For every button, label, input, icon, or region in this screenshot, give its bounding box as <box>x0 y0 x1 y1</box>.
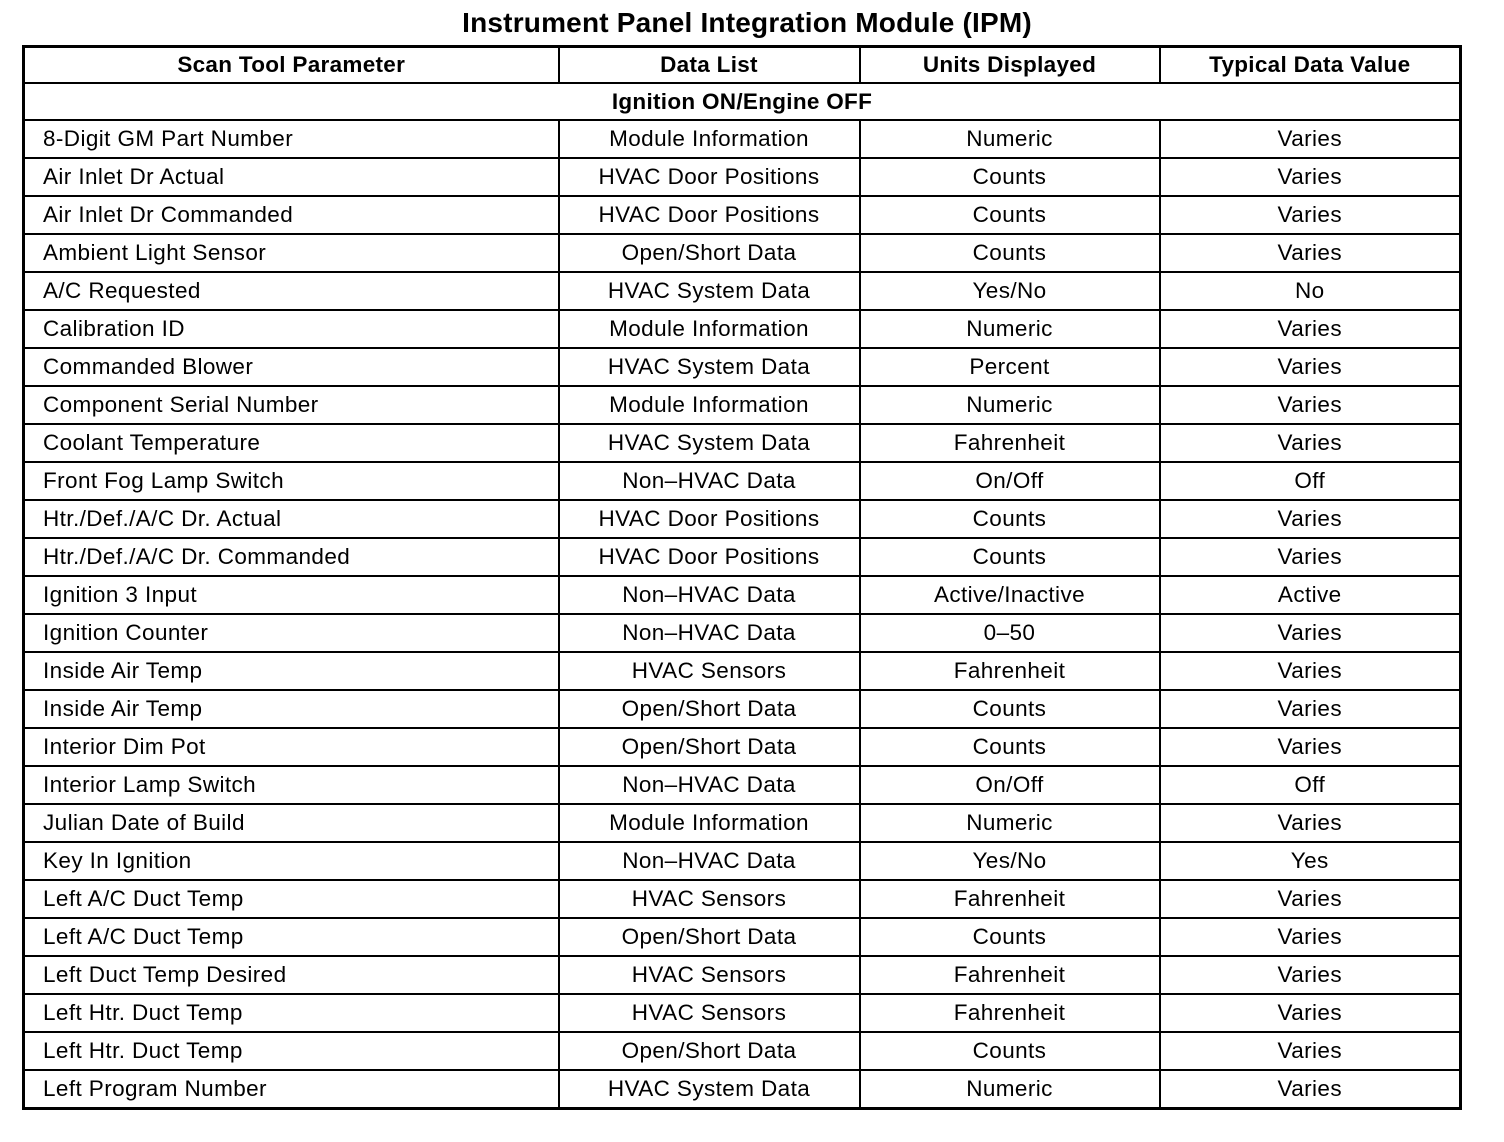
cell-data-list: Open/Short Data <box>559 918 860 956</box>
cell-typical-data-value: Off <box>1160 462 1461 500</box>
cell-data-list: HVAC Sensors <box>559 652 860 690</box>
cell-typical-data-value: Varies <box>1160 386 1461 424</box>
cell-data-list: HVAC System Data <box>559 1070 860 1109</box>
cell-units-displayed: 0–50 <box>860 614 1160 652</box>
table-row <box>24 158 1461 196</box>
table-row <box>24 310 1461 348</box>
cell-scan-tool-parameter: Julian Date of Build <box>24 804 559 842</box>
cell-units-displayed: Counts <box>860 234 1160 272</box>
cell-typical-data-value: Varies <box>1160 918 1461 956</box>
cell-typical-data-value: Varies <box>1160 728 1461 766</box>
cell-units-displayed: On/Off <box>860 462 1160 500</box>
cell-data-list: HVAC Sensors <box>559 880 860 918</box>
cell-units-displayed: Active/Inactive <box>860 576 1160 614</box>
column-header-typical-data-value: Typical Data Value <box>1160 47 1461 84</box>
column-header-scan-tool-parameter: Scan Tool Parameter <box>24 47 559 84</box>
cell-units-displayed: Fahrenheit <box>860 424 1160 462</box>
cell-units-displayed: Numeric <box>860 386 1160 424</box>
cell-typical-data-value: Varies <box>1160 994 1461 1032</box>
cell-data-list: Open/Short Data <box>559 1032 860 1070</box>
table-row <box>24 842 1461 880</box>
table-row <box>24 424 1461 462</box>
cell-data-list: Module Information <box>559 310 860 348</box>
table-row <box>24 196 1461 234</box>
table-row <box>24 462 1461 500</box>
table-body <box>24 120 1461 1109</box>
cell-scan-tool-parameter: Front Fog Lamp Switch <box>24 462 559 500</box>
cell-units-displayed: Numeric <box>860 310 1160 348</box>
cell-scan-tool-parameter: Key In Ignition <box>24 842 559 880</box>
cell-units-displayed: Fahrenheit <box>860 880 1160 918</box>
table-row <box>24 500 1461 538</box>
cell-scan-tool-parameter: Left A/C Duct Temp <box>24 880 559 918</box>
cell-typical-data-value: Varies <box>1160 234 1461 272</box>
cell-scan-tool-parameter: Left Htr. Duct Temp <box>24 1032 559 1070</box>
cell-scan-tool-parameter: Left Program Number <box>24 1070 559 1109</box>
column-header-data-list: Data List <box>559 47 860 84</box>
cell-typical-data-value: Active <box>1160 576 1461 614</box>
cell-scan-tool-parameter: Htr./Def./A/C Dr. Actual <box>24 500 559 538</box>
cell-typical-data-value: Varies <box>1160 1032 1461 1070</box>
table-row <box>24 348 1461 386</box>
cell-units-displayed: Counts <box>860 690 1160 728</box>
cell-typical-data-value: Varies <box>1160 956 1461 994</box>
table-row <box>24 1032 1461 1070</box>
table-header <box>24 47 1461 121</box>
cell-units-displayed: Counts <box>860 158 1160 196</box>
cell-typical-data-value: Varies <box>1160 652 1461 690</box>
cell-scan-tool-parameter: Inside Air Temp <box>24 690 559 728</box>
cell-data-list: HVAC Door Positions <box>559 158 860 196</box>
cell-data-list: Module Information <box>559 120 860 158</box>
cell-scan-tool-parameter: Component Serial Number <box>24 386 559 424</box>
cell-units-displayed: Counts <box>860 500 1160 538</box>
cell-scan-tool-parameter: Commanded Blower <box>24 348 559 386</box>
table-row <box>24 234 1461 272</box>
cell-typical-data-value: Varies <box>1160 500 1461 538</box>
cell-units-displayed: Numeric <box>860 804 1160 842</box>
cell-typical-data-value: Varies <box>1160 880 1461 918</box>
cell-units-displayed: Fahrenheit <box>860 652 1160 690</box>
cell-scan-tool-parameter: A/C Requested <box>24 272 559 310</box>
cell-data-list: HVAC Sensors <box>559 994 860 1032</box>
cell-data-list: HVAC System Data <box>559 348 860 386</box>
cell-typical-data-value: Varies <box>1160 158 1461 196</box>
cell-typical-data-value: Varies <box>1160 804 1461 842</box>
cell-units-displayed: Percent <box>860 348 1160 386</box>
cell-scan-tool-parameter: Air Inlet Dr Actual <box>24 158 559 196</box>
cell-typical-data-value: Varies <box>1160 690 1461 728</box>
table-row <box>24 1070 1461 1109</box>
table-row <box>24 576 1461 614</box>
cell-data-list: Open/Short Data <box>559 234 860 272</box>
section-row <box>24 83 1461 120</box>
table-row <box>24 538 1461 576</box>
cell-units-displayed: Numeric <box>860 1070 1160 1109</box>
cell-typical-data-value: Varies <box>1160 196 1461 234</box>
cell-units-displayed: Yes/No <box>860 272 1160 310</box>
cell-scan-tool-parameter: Inside Air Temp <box>24 652 559 690</box>
cell-scan-tool-parameter: Htr./Def./A/C Dr. Commanded <box>24 538 559 576</box>
cell-units-displayed: Yes/No <box>860 842 1160 880</box>
cell-units-displayed: Counts <box>860 1032 1160 1070</box>
cell-data-list: Non–HVAC Data <box>559 842 860 880</box>
cell-data-list: Non–HVAC Data <box>559 614 860 652</box>
cell-data-list: Open/Short Data <box>559 690 860 728</box>
table-row <box>24 918 1461 956</box>
cell-units-displayed: Fahrenheit <box>860 994 1160 1032</box>
cell-scan-tool-parameter: Ignition Counter <box>24 614 559 652</box>
cell-scan-tool-parameter: Interior Lamp Switch <box>24 766 559 804</box>
table-row <box>24 690 1461 728</box>
cell-data-list: Non–HVAC Data <box>559 576 860 614</box>
cell-data-list: HVAC System Data <box>559 272 860 310</box>
cell-data-list: HVAC Door Positions <box>559 538 860 576</box>
cell-scan-tool-parameter: Coolant Temperature <box>24 424 559 462</box>
cell-typical-data-value: Yes <box>1160 842 1461 880</box>
cell-units-displayed: Fahrenheit <box>860 956 1160 994</box>
cell-typical-data-value: Off <box>1160 766 1461 804</box>
cell-units-displayed: Counts <box>860 196 1160 234</box>
data-table <box>22 45 1462 1110</box>
table-row <box>24 386 1461 424</box>
cell-data-list: Open/Short Data <box>559 728 860 766</box>
cell-typical-data-value: No <box>1160 272 1461 310</box>
cell-scan-tool-parameter: Interior Dim Pot <box>24 728 559 766</box>
cell-units-displayed: On/Off <box>860 766 1160 804</box>
cell-typical-data-value: Varies <box>1160 348 1461 386</box>
cell-data-list: Module Information <box>559 804 860 842</box>
cell-typical-data-value: Varies <box>1160 614 1461 652</box>
cell-typical-data-value: Varies <box>1160 538 1461 576</box>
cell-typical-data-value: Varies <box>1160 310 1461 348</box>
cell-scan-tool-parameter: Left Duct Temp Desired <box>24 956 559 994</box>
cell-scan-tool-parameter: Calibration ID <box>24 310 559 348</box>
cell-data-list: HVAC Door Positions <box>559 196 860 234</box>
table-row <box>24 120 1461 158</box>
cell-data-list: Module Information <box>559 386 860 424</box>
cell-units-displayed: Counts <box>860 918 1160 956</box>
cell-data-list: HVAC Sensors <box>559 956 860 994</box>
cell-typical-data-value: Varies <box>1160 120 1461 158</box>
table-row <box>24 614 1461 652</box>
cell-units-displayed: Numeric <box>860 120 1160 158</box>
table-row <box>24 956 1461 994</box>
cell-typical-data-value: Varies <box>1160 1070 1461 1109</box>
table-row <box>24 728 1461 766</box>
cell-scan-tool-parameter: Left Htr. Duct Temp <box>24 994 559 1032</box>
cell-data-list: HVAC System Data <box>559 424 860 462</box>
cell-data-list: HVAC Door Positions <box>559 500 860 538</box>
table-row <box>24 994 1461 1032</box>
cell-scan-tool-parameter: Ambient Light Sensor <box>24 234 559 272</box>
table-row <box>24 272 1461 310</box>
cell-scan-tool-parameter: Ignition 3 Input <box>24 576 559 614</box>
page-title: Instrument Panel Integration Module (IPM) <box>462 7 1032 38</box>
table-row <box>24 804 1461 842</box>
cell-units-displayed: Counts <box>860 538 1160 576</box>
cell-scan-tool-parameter: Left A/C Duct Temp <box>24 918 559 956</box>
cell-typical-data-value: Varies <box>1160 424 1461 462</box>
table-row <box>24 766 1461 804</box>
column-header-units-displayed: Units Displayed <box>860 47 1160 84</box>
cell-scan-tool-parameter: Air Inlet Dr Commanded <box>24 196 559 234</box>
section-heading: Ignition ON/Engine OFF <box>24 83 1461 120</box>
table-row <box>24 652 1461 690</box>
cell-scan-tool-parameter: 8-Digit GM Part Number <box>24 120 559 158</box>
table-row <box>24 880 1461 918</box>
cell-data-list: Non–HVAC Data <box>559 462 860 500</box>
cell-units-displayed: Counts <box>860 728 1160 766</box>
cell-data-list: Non–HVAC Data <box>559 766 860 804</box>
header-row <box>24 47 1461 84</box>
